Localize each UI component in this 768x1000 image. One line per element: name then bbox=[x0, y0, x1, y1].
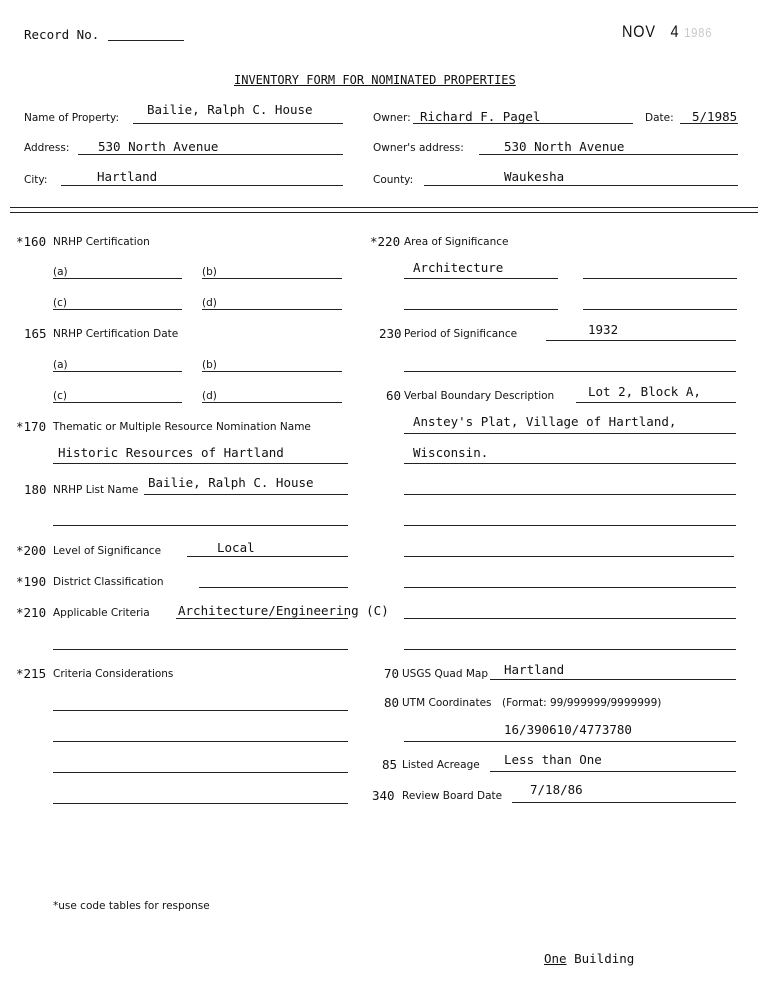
field-170-number: *170 bbox=[16, 419, 47, 434]
field-220-line-4[interactable] bbox=[583, 309, 737, 310]
field-160-line-d[interactable] bbox=[202, 309, 342, 310]
field-80-format: (Format: 99/999999/9999999) bbox=[502, 697, 662, 709]
field-165-sub-b: (b) bbox=[202, 359, 217, 371]
field-200-label: Level of Significance bbox=[53, 545, 162, 557]
field-180-label: NRHP List Name bbox=[53, 484, 139, 496]
field-60-value-line-1: Lot 2, Block A, bbox=[588, 384, 701, 399]
field-200-number: *200 bbox=[16, 543, 47, 558]
section-divider-bottom bbox=[10, 212, 758, 213]
field-210-label: Applicable Criteria bbox=[53, 607, 150, 619]
field-215-line-3[interactable] bbox=[53, 772, 348, 773]
field-85-number: 85 bbox=[382, 757, 398, 772]
field-60-line-9[interactable] bbox=[404, 649, 736, 650]
form-title: INVENTORY FORM FOR NOMINATED PROPERTIES bbox=[234, 73, 516, 87]
field-220-number: *220 bbox=[370, 234, 401, 249]
field-160-label: NRHP Certification bbox=[53, 236, 150, 248]
county-label: County: bbox=[373, 174, 414, 186]
field-180-value: Bailie, Ralph C. House bbox=[148, 475, 314, 490]
resource-count-label: Building bbox=[574, 951, 635, 966]
field-60-line-4[interactable] bbox=[404, 494, 736, 495]
owner-line bbox=[413, 123, 633, 124]
field-230-line-2[interactable] bbox=[404, 371, 736, 372]
field-160-line-c[interactable] bbox=[53, 309, 182, 310]
field-170-label: Thematic or Multiple Resource Nomination Name bbox=[53, 421, 311, 433]
stamp-day: 4 bbox=[670, 22, 680, 41]
field-170-value: Historic Resources of Hartland bbox=[58, 445, 284, 460]
field-85-value: Less than One bbox=[504, 752, 602, 767]
field-340-line[interactable] bbox=[512, 802, 736, 803]
field-210-line-2[interactable] bbox=[53, 649, 348, 650]
county-value: Waukesha bbox=[504, 169, 565, 184]
field-215-label: Criteria Considerations bbox=[53, 668, 174, 680]
field-190-label: District Classification bbox=[53, 576, 164, 588]
field-165-line-d[interactable] bbox=[202, 402, 342, 403]
name-of-property-label: Name of Property: bbox=[24, 112, 119, 124]
footnote: *use code tables for response bbox=[53, 900, 210, 912]
field-215-line-4[interactable] bbox=[53, 803, 348, 804]
field-165-label: NRHP Certification Date bbox=[53, 328, 179, 340]
field-80-value: 16/390610/4773780 bbox=[504, 722, 632, 737]
field-160-line-a[interactable] bbox=[53, 278, 182, 279]
field-230-line[interactable] bbox=[546, 340, 736, 341]
address-line bbox=[78, 154, 343, 155]
name-of-property-line bbox=[133, 123, 343, 124]
city-line bbox=[61, 185, 343, 186]
field-160-sub-c: (c) bbox=[53, 297, 67, 309]
field-60-number: 60 bbox=[386, 388, 402, 403]
field-220-value: Architecture bbox=[413, 260, 504, 275]
field-60-line-2[interactable] bbox=[404, 433, 736, 434]
owner-label: Owner: bbox=[373, 112, 411, 124]
field-165-line-b[interactable] bbox=[202, 371, 342, 372]
city-value: Hartland bbox=[97, 169, 158, 184]
field-200-line[interactable] bbox=[187, 556, 348, 557]
field-160-sub-a: (a) bbox=[53, 266, 68, 278]
field-80-label: UTM Coordinates bbox=[402, 697, 492, 709]
resource-count-word: One bbox=[544, 951, 567, 966]
date-line bbox=[680, 123, 738, 124]
field-170-line[interactable] bbox=[53, 463, 348, 464]
field-215-line-1[interactable] bbox=[53, 710, 348, 711]
field-180-number: 180 bbox=[24, 482, 47, 497]
field-180-line-2[interactable] bbox=[53, 525, 348, 526]
field-60-line-1[interactable] bbox=[576, 402, 736, 403]
field-165-line-a[interactable] bbox=[53, 371, 182, 372]
field-70-line[interactable] bbox=[490, 679, 736, 680]
field-160-sub-b: (b) bbox=[202, 266, 217, 278]
field-60-line-3[interactable] bbox=[404, 463, 736, 464]
field-340-value: 7/18/86 bbox=[530, 782, 583, 797]
record-number-field[interactable] bbox=[108, 40, 184, 41]
owner-address-label: Owner's address: bbox=[373, 142, 464, 154]
field-190-number: *190 bbox=[16, 574, 47, 589]
owner-value: Richard F. Pagel bbox=[420, 109, 541, 124]
field-340-label: Review Board Date bbox=[402, 790, 503, 802]
field-70-number: 70 bbox=[384, 666, 400, 681]
received-stamp bbox=[622, 22, 712, 42]
field-165-number: 165 bbox=[24, 326, 47, 341]
field-230-value: 1932 bbox=[588, 322, 619, 337]
field-220-line-3[interactable] bbox=[404, 309, 558, 310]
field-80-number: 80 bbox=[384, 695, 400, 710]
date-label: Date: bbox=[645, 112, 674, 124]
field-60-value-line-2: Anstey's Plat, Village of Hartland, bbox=[413, 414, 677, 429]
owner-address-value: 530 North Avenue bbox=[504, 139, 625, 154]
field-215-line-2[interactable] bbox=[53, 741, 348, 742]
field-210-line[interactable] bbox=[176, 618, 348, 619]
field-210-number: *210 bbox=[16, 605, 47, 620]
field-200-value: Local bbox=[217, 540, 255, 555]
field-220-line-1[interactable] bbox=[404, 278, 558, 279]
field-165-sub-a: (a) bbox=[53, 359, 68, 371]
field-160-line-b[interactable] bbox=[202, 278, 342, 279]
field-70-value: Hartland bbox=[504, 662, 565, 677]
field-220-label: Area of Significance bbox=[404, 236, 509, 248]
field-85-line[interactable] bbox=[490, 771, 736, 772]
field-230-number: 230 bbox=[379, 326, 402, 341]
field-60-value-line-3: Wisconsin. bbox=[413, 445, 489, 460]
field-60-line-8[interactable] bbox=[404, 618, 736, 619]
field-160-number: *160 bbox=[16, 234, 47, 249]
field-190-line[interactable] bbox=[199, 587, 348, 588]
city-label: City: bbox=[24, 174, 48, 186]
county-line bbox=[424, 185, 738, 186]
field-230-label: Period of Significance bbox=[404, 328, 518, 340]
field-85-label: Listed Acreage bbox=[402, 759, 480, 771]
field-160-sub-d: (d) bbox=[202, 297, 217, 309]
field-165-sub-d: (d) bbox=[202, 390, 217, 402]
field-60-line-6[interactable] bbox=[404, 556, 734, 557]
resource-count bbox=[544, 951, 634, 966]
field-80-line[interactable] bbox=[404, 741, 736, 742]
field-210-value: Architecture/Engineering (C) bbox=[178, 603, 389, 618]
address-value: 530 North Avenue bbox=[98, 139, 219, 154]
section-divider-top bbox=[10, 207, 758, 208]
address-label: Address: bbox=[24, 142, 70, 154]
field-340-number: 340 bbox=[372, 788, 395, 803]
field-165-line-c[interactable] bbox=[53, 402, 182, 403]
field-70-label: USGS Quad Map bbox=[402, 668, 489, 680]
stamp-month: NOV bbox=[622, 22, 656, 41]
stamp-year: 1986 bbox=[684, 25, 713, 40]
field-165-sub-c: (c) bbox=[53, 390, 67, 402]
field-220-line-2[interactable] bbox=[583, 278, 737, 279]
record-label: Record No. bbox=[24, 27, 100, 42]
date-value: 5/1985 bbox=[692, 109, 738, 124]
owner-address-line bbox=[479, 154, 738, 155]
name-of-property-value: Bailie, Ralph C. House bbox=[147, 102, 313, 117]
field-60-line-7[interactable] bbox=[404, 587, 736, 588]
field-60-label: Verbal Boundary Description bbox=[404, 390, 555, 402]
field-60-line-5[interactable] bbox=[404, 525, 736, 526]
field-215-number: *215 bbox=[16, 666, 47, 681]
field-180-line[interactable] bbox=[144, 494, 348, 495]
